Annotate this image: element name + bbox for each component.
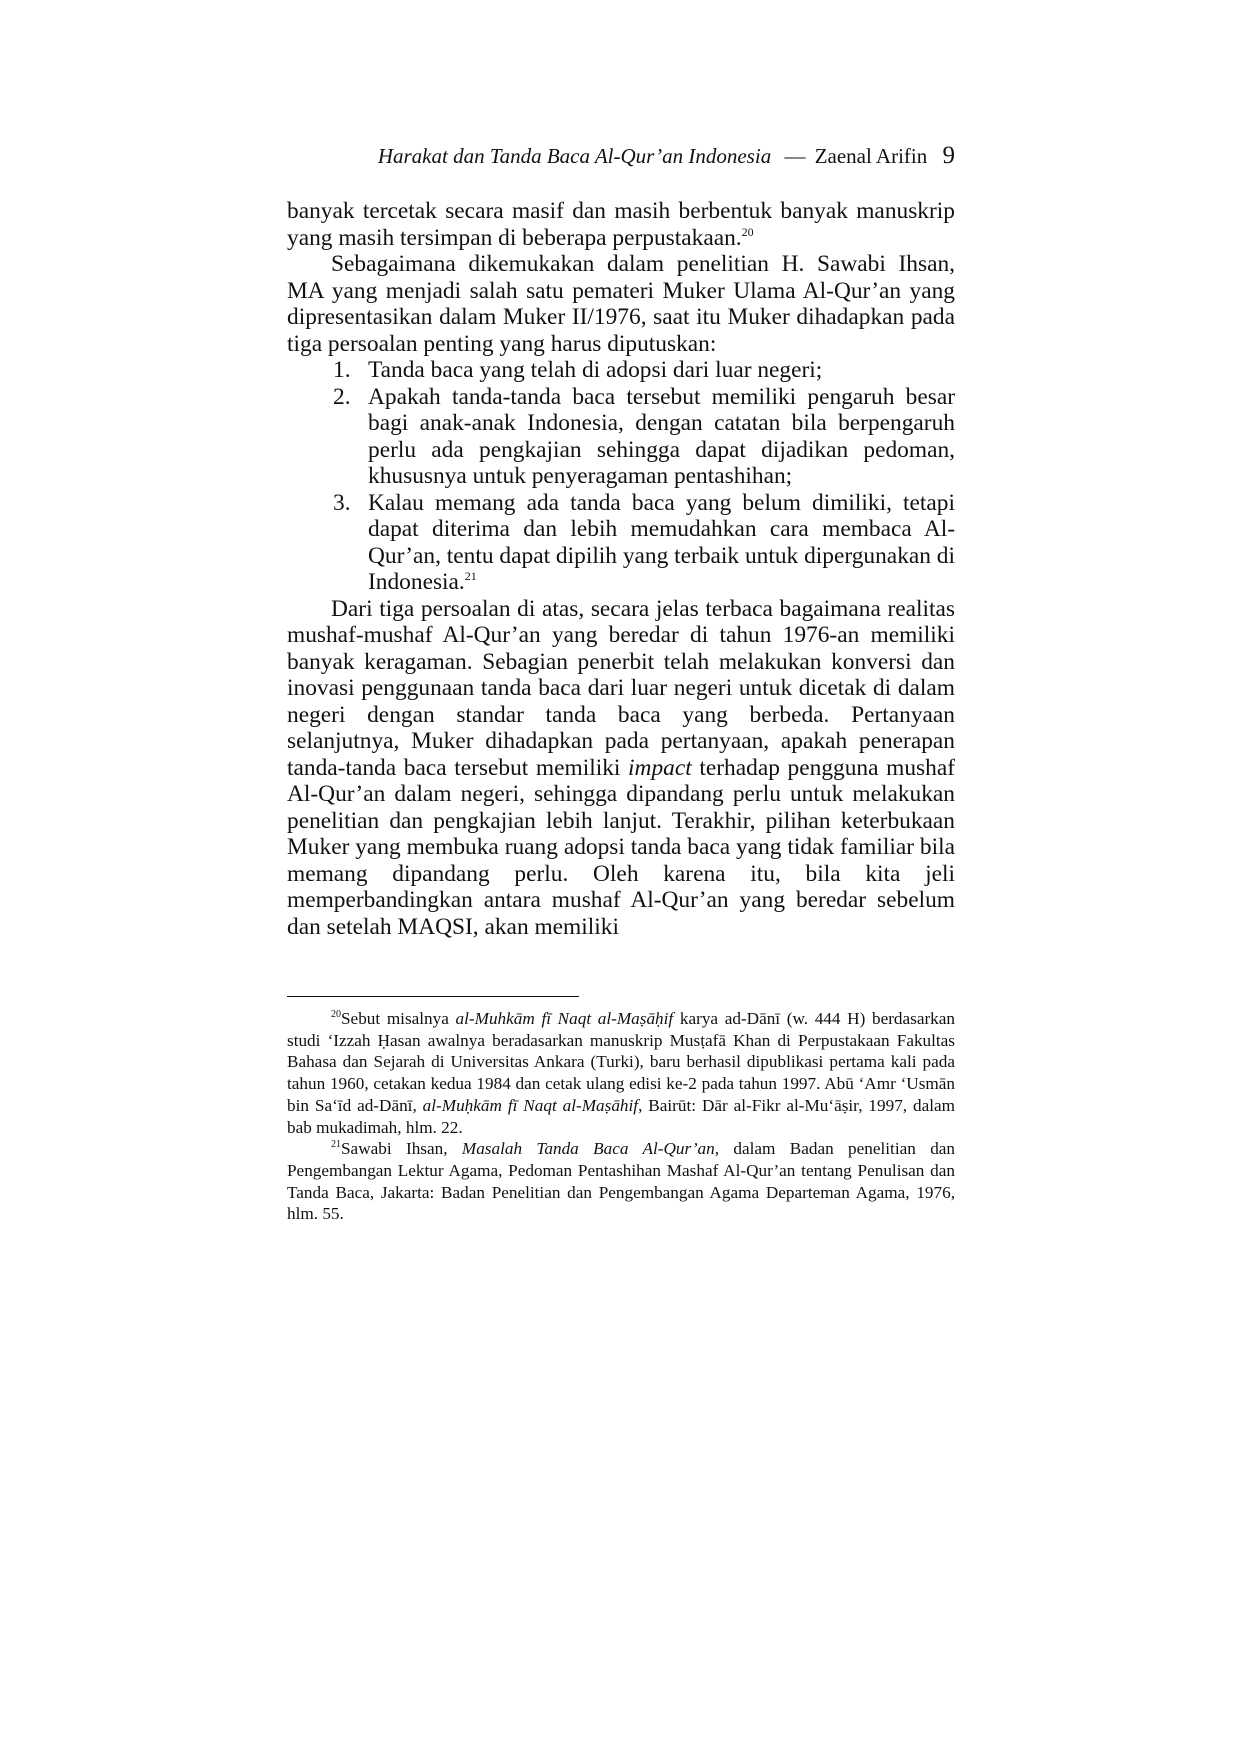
footnote-20-text-a: Sebut misalnya [341, 1009, 449, 1028]
list-item-text: Apakah tanda-tanda baca tersebut memiliki pengaruh besar bagi anak-anak Indonesia, dengan catatan bila berpengaruh perlu ada pengkajian sehingga dapat dijadikan pedoman, khususnya untuk penyeragaman pentashihan; [368, 383, 955, 489]
footnotes [287, 1008, 955, 1225]
footnote-20-title-1: al-Muhkām fī Naqt al-Maṣāḥif [455, 1009, 674, 1028]
footnote-ref-21: 21 [464, 569, 477, 583]
header-author: Zaenal Arifin [814, 144, 928, 168]
paragraph-2: Sebagaimana dikemukakan dalam penelitian H. Sawabi Ihsan, MA yang menjadi salah satu pemateri Muker Ulama Al-Qur’an yang dipresentasikan dalam Muker II/1976, saat itu Muker dihadapkan pada tiga persoalan penting yang harus diputuskan: [287, 251, 955, 357]
footnote-21-text-b: dalam Badan penelitian dan Pengembangan Lektur Agama, Pedoman Pentashihan Mashaf Al-Qur’an tentang Penulisan dan Tanda Baca, Jakarta: Badan Penelitian dan Pengembangan Agama Departeman Agama, 1976, hlm. 55. [287, 1139, 956, 1224]
footnote-20-text-b: karya ad-Dānī (w. 444 H) berdasarkan studi ‘Izzah Ḥasan awalnya beradasarkan manuskrip Musṭafā Khan di Perpustakaan Fakultas Bahasa dan Sejarah di Universitas Ankara (Turki), baru berhasil dipublikasi pertama kali pada tahun 1960, cetakan kedua 1984 dan cetak ulang edisi ke-2 pada tahun 1997. Abū ‘Amr ‘Usmān bin Sa‘īd ad-Dānī, [287, 1009, 955, 1115]
list-item-number: 3. [333, 489, 351, 516]
footnote-20-title-2: al-Muḥkām fī Naqt al-Maṣāhif [422, 1095, 639, 1115]
page-number: 9 [942, 142, 955, 169]
footnote-21-title: Masalah Tanda Baca Al-Qur’an, [461, 1139, 720, 1159]
running-header [287, 140, 955, 172]
issues-list [287, 357, 955, 596]
list-item-text: Kalau memang ada tanda baca yang belum dimiliki, tetapi dapat diterima dan lebih memudahkan cara membaca Al-Qur’an, tentu dapat dipilih yang terbaik untuk dipergunakan di Indonesia. [368, 489, 956, 595]
paragraph-3 [287, 596, 955, 941]
footnote-20-number: 20 [331, 1009, 341, 1020]
list-item [333, 490, 955, 596]
list-item [333, 357, 955, 384]
paragraph-3-text-b: terhadap pengguna mushaf Al-Qur’an dalam negeri, sehingga dipandang perlu untuk melakukan penelitian dan pengkajian lebih lanjut. Terakhir, pilihan keterbukaan Muker yang membuka ruang adopsi tanda baca yang tidak familiar bila memang dipandang perlu. Oleh karena itu, bila kita jeli memperbandingkan antara mushaf Al-Qur’an yang beredar sebelum dan setelah MAQSI, akan memiliki [287, 754, 955, 940]
paragraph-3-emphasis: impact [628, 754, 692, 781]
footnote-ref-20: 20 [741, 224, 754, 239]
body-text [287, 198, 955, 940]
footnote-21-number: 21 [331, 1139, 341, 1151]
list-item [333, 384, 955, 490]
footnote-21-text-a: Sawabi Ihsan, [341, 1139, 448, 1159]
paragraph-1-text: banyak tercetak secara masif dan masih berbentuk banyak manuskrip yang masih tersimpan di beberapa perpustakaan. [287, 198, 955, 251]
footnote-divider [287, 996, 579, 997]
paragraph-1 [287, 198, 955, 251]
paragraph-3-text-a: Dari tiga persoalan di atas, secara jelas terbaca bagaimana realitas mushaf-mushaf Al-Qur’an yang beredar di tahun 1976-an memiliki banyak keragaman. Sebagian penerbit telah melakukan konversi dan inovasi penggunaan tanda baca dari luar negeri untuk dicetak di dalam negeri dengan standar tanda baca yang berbeda. Pertanyaan selanjutnya, Muker dihadapkan pada pertanyaan, apakah penerapan tanda-tanda baca tersebut memiliki [287, 595, 955, 781]
footnote-20-text-c: , Bairūt: Dār al-Fikr al-Mu‘āṣir, 1997, dalam bab mukadimah, hlm. 22. [287, 1095, 955, 1137]
list-item-text: Tanda baca yang telah di adopsi dari luar negeri; [368, 357, 823, 383]
list-item-number: 1. [333, 357, 351, 383]
footnote-21 [287, 1138, 955, 1225]
header-dash: — [784, 144, 806, 168]
footnote-20 [287, 1008, 955, 1138]
header-title: Harakat dan Tanda Baca Al-Qur’an Indonesia [377, 144, 772, 168]
list-item-number: 2. [333, 383, 351, 410]
